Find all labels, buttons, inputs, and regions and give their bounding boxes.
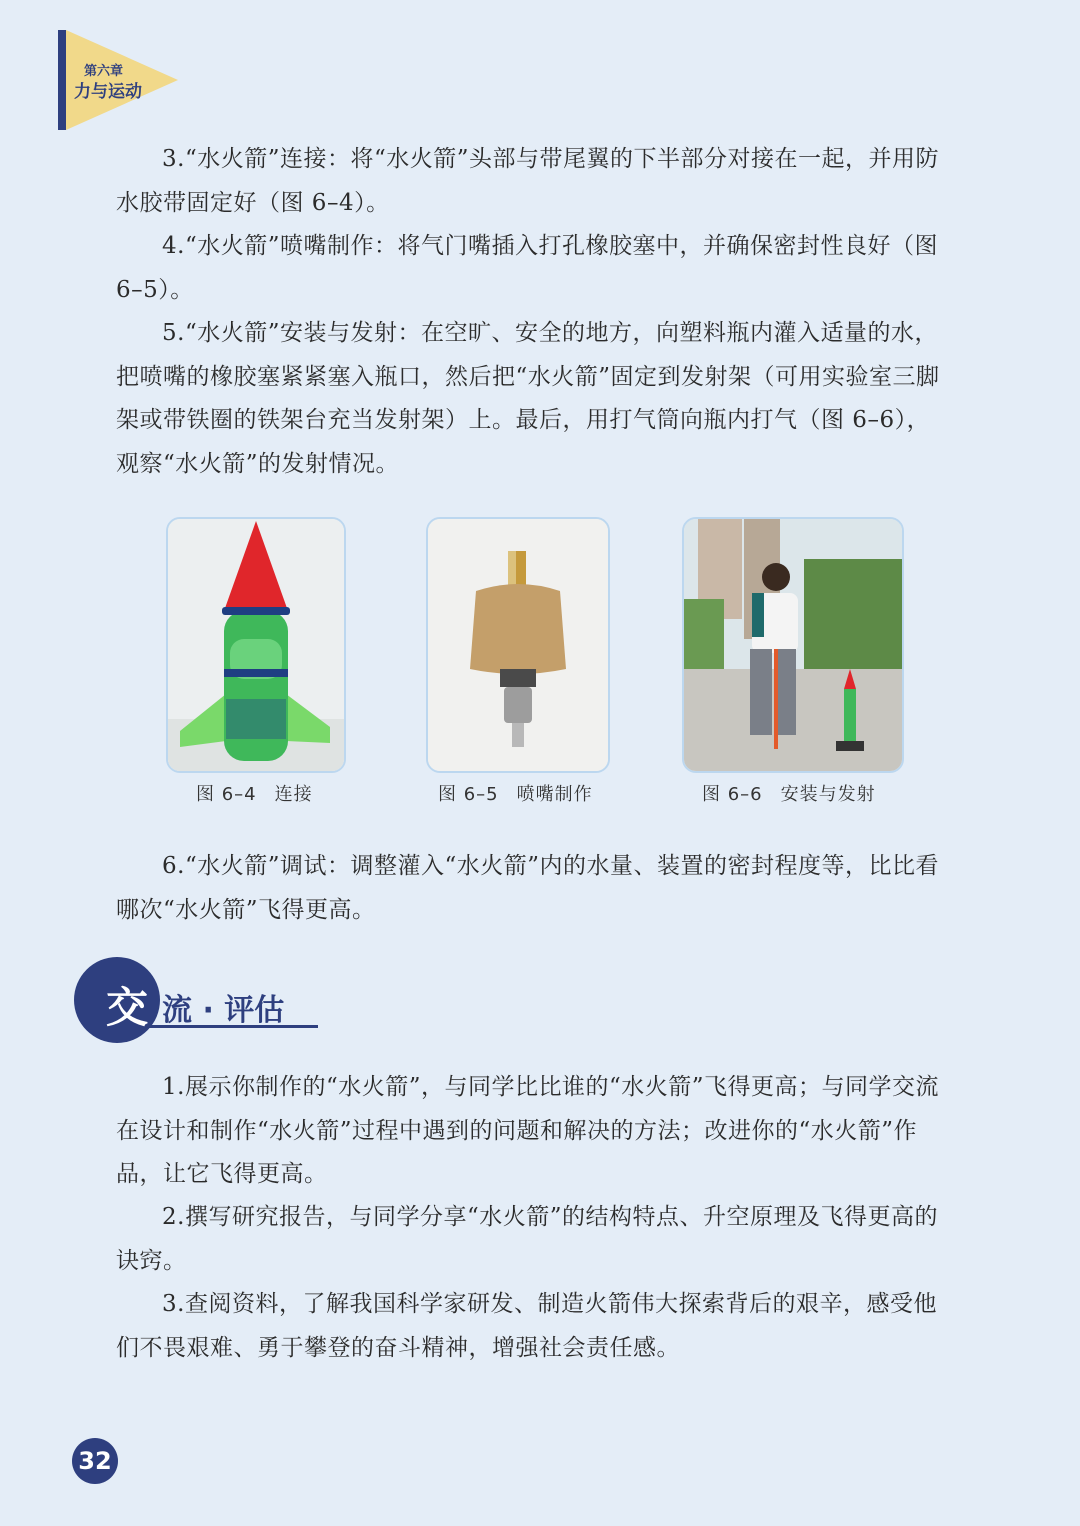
page-number: 32 — [72, 1438, 118, 1484]
figure-6-6-caption — [702, 780, 876, 806]
chapter-number: 第六章 — [84, 64, 124, 79]
launch-image — [684, 519, 902, 771]
step-4-text: 4.“水火箭”喷嘴制作：将气门嘴插入打孔橡胶塞中，并确保密封性良好（图 6–5）。 — [116, 233, 938, 303]
step-5-text: 5.“水火箭”安装与发射：在空旷、安全的地方，向塑料瓶内灌入适量的水，把喷嘴的橡胶塞紧紧塞入瓶口，然后把“水火箭”固定到发射架（可用实验室三脚架或带铁圈的铁架台充当发射架）上。最后，用打气筒向瓶内打气（图 6–6），观察“水火箭”的发射情况。 — [116, 320, 940, 477]
section-heading-first-char: 交 — [106, 983, 149, 1032]
figure-6-6-photo — [682, 517, 904, 773]
section-heading — [74, 957, 324, 1047]
discussion-item-1: 1.展示你制作的“水火箭”，与同学比比谁的“水火箭”飞得更高；与同学交流在设计和制作“水火箭”过程中遇到的问题和解决的方法；改进你的“水火箭”作品，让它飞得更高。 — [116, 1074, 939, 1187]
nozzle-image — [428, 519, 608, 771]
chapter-tab — [58, 30, 178, 130]
figure-6-6-label: 安装与发射 — [780, 784, 876, 805]
chapter-title: 力与运动 — [74, 82, 142, 102]
section-heading-text: 流 · 评估 — [162, 993, 285, 1028]
discussion-item-2: 2.撰写研究报告，与同学分享“水火箭”的结构特点、升空原理及飞得更高的诀窍。 — [116, 1204, 938, 1274]
chapter-tab-bar — [58, 30, 66, 130]
figure-6-4-caption — [196, 780, 313, 806]
figure-6-4-photo — [166, 517, 346, 773]
figure-6-5-photo — [426, 517, 610, 773]
figure-6-5-caption — [438, 780, 593, 806]
step-6-text: 6.“水火箭”调试：调整灌入“水火箭”内的水量、装置的密封程度等，比比看哪次“水火箭”飞得更高。 — [116, 853, 939, 923]
figure-6-5-label: 喷嘴制作 — [516, 784, 593, 805]
figure-6-5-number: 图 6–5 — [438, 784, 499, 805]
figure-6-4-number: 图 6–4 — [196, 784, 257, 805]
rocket-image — [168, 519, 344, 771]
figure-6-4-label: 连接 — [274, 784, 313, 805]
discussion-item-3: 3.查阅资料，了解我国科学家研发、制造火箭伟大探索背后的艰辛，感受他们不畏艰难、勇于攀登的奋斗精神，增强社会责任感。 — [116, 1291, 937, 1361]
step-3-text: 3.“水火箭”连接：将“水火箭”头部与带尾翼的下半部分对接在一起，并用防水胶带固定好（图 6–4）。 — [116, 146, 939, 216]
figure-6-6-number: 图 6–6 — [702, 784, 763, 805]
